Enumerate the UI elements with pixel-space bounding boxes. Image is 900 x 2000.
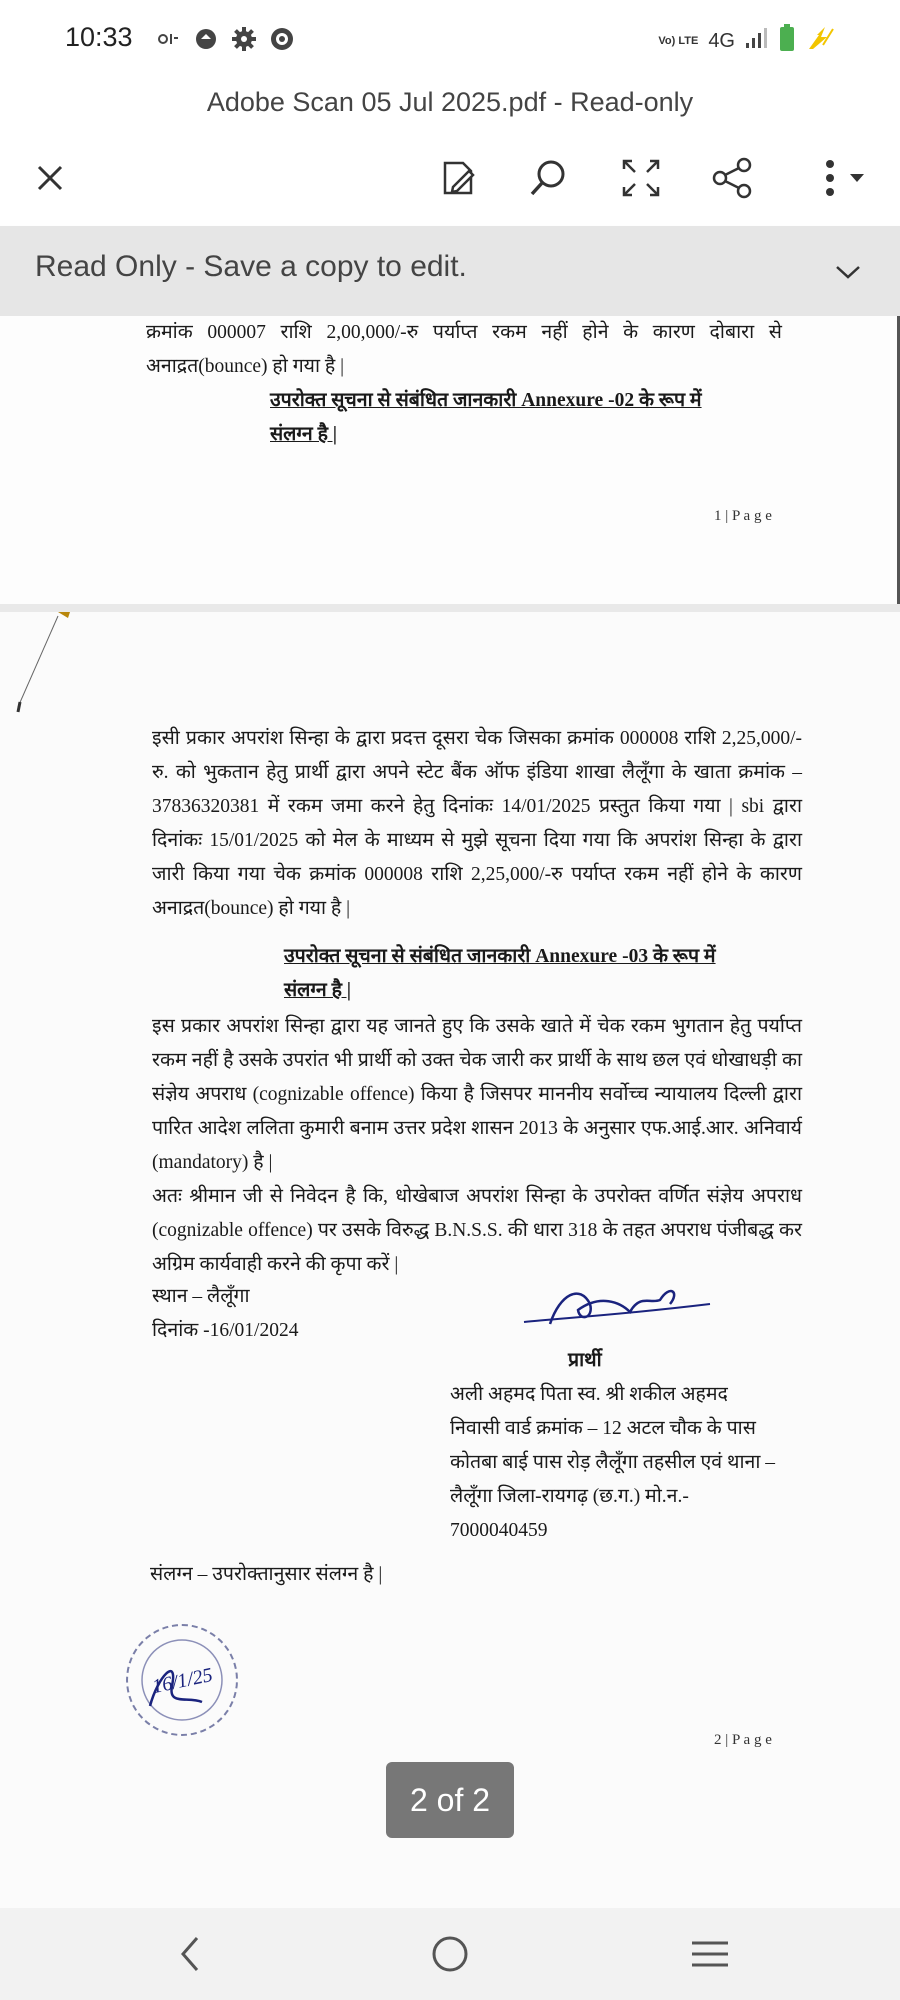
search-icon [527, 157, 569, 199]
charging-icon [805, 25, 835, 57]
applicant-signature [520, 1274, 720, 1334]
toolbar [0, 130, 900, 226]
edit-button[interactable] [430, 150, 486, 206]
address-line-3: कोतबा बाई पास रोड़ लैलूँगा तहसील एवं थाना – [450, 1452, 776, 1473]
close-icon [35, 163, 65, 193]
navigation-bar [0, 1908, 900, 2000]
document-viewer[interactable] [0, 316, 900, 1908]
place-line: स्थान – लैलूँगा [152, 1286, 250, 1307]
fullscreen-icon [620, 157, 662, 199]
sync-icon [193, 26, 219, 52]
more-icon [810, 156, 870, 200]
notification-icon [155, 26, 181, 52]
page1-number: 1 | P a g e [714, 508, 772, 524]
status-icons [155, 26, 295, 52]
applicant-label: प्रार्थी [568, 1350, 602, 1371]
title-bar [0, 80, 900, 124]
office-stamp [126, 1624, 238, 1736]
status-bar [0, 0, 900, 80]
recents-icon [690, 1937, 730, 1971]
signal-icon [745, 27, 769, 55]
pdf-page-1 [0, 316, 900, 604]
address-line-1: अली अहमद पिता स्व. श्री शकील अहमद [450, 1384, 728, 1405]
page2-annexure-line1: उपरोक्त सूचना से संबंधित जानकारी Annexure -03 के रूप में [284, 946, 716, 967]
page-indicator: 2 of 2 [386, 1762, 514, 1838]
home-icon [430, 1934, 470, 1974]
page2-number: 2 | P a g e [714, 1732, 772, 1748]
document-title: Adobe Scan 05 Jul 2025.pdf - Read-only [206, 87, 694, 117]
search-button[interactable] [520, 150, 576, 206]
enclosure-line: संलग्न – उपरोक्तानुसार संलग्न है | [150, 1564, 383, 1585]
chevron-down-icon [834, 262, 862, 282]
page2-paragraph-2: इस प्रकार अपरांश सिन्हा द्वारा यह जानते हुए कि उसके खाते में चेक रकम भुगतान हेतु पर्याप्त रकम नहीं है उसके उपरांत भी प्रार्थी को उक्त चेक जारी कर प्रार्थी के साथ छल एवं धोखाधड़ी का संज्ञेय अपराध (cognizable offence) किया है जिसपर माननीय सर्वोच्च न्यायालय दिल्ली द्वारा पारित आदेश ललिता कुमारी बनाम उत्तर प्रदेश शासन 2013 के अनुसार एफ.आई.आर. अनिवार्य (mandatory) है | [152, 1016, 802, 1173]
settings-icon [231, 26, 257, 52]
close-button[interactable] [22, 150, 78, 206]
page1-paragraph: क्रमांक 000007 राशि 2,00,000/-रु पर्याप्त रकम नहीं होने के कारण दोबारा से अनाद्रत(bounce) हो गया है | [146, 322, 782, 377]
page2-paragraph-3: अतः श्रीमान जी से निवेदन है कि, धोखेबाज अपरांश सिन्हा के उपरोक्त वर्णित संज्ञेय अपराध (cognizable offence) पर उसके विरुद्ध B.N.S.S. की धारा 318 के तहत अपराध पंजीबद्ध कर अग्रिम कार्यवाही करने की कृपा करें | [152, 1186, 802, 1275]
page1-annexure-line1: उपरोक्त सूचना से संबंधित जानकारी Annexure -02 के रूप में [270, 390, 702, 411]
status-time: 10:33 [65, 22, 133, 52]
battery-icon [779, 24, 795, 58]
home-button[interactable] [420, 1928, 480, 1980]
volte-label: Vo) LTE [658, 34, 699, 47]
address-line-5: 7000040459 [450, 1520, 548, 1541]
page2-annexure-line2: संलग्न है | [284, 980, 352, 1001]
page2-paragraph-1: इसी प्रकार अपरांश सिन्हा के द्वारा प्रदत्त दूसरा चेक जिसका क्रमांक 000008 राशि 2,25,000/- रु. को भुकतान हेतु प्रार्थी द्वारा अपने स्टेट बैंक ऑफ इंडिया शाखा लैलूँगा के खाता क्रमांक – 37836320381 में रकम जमा करने हेतु दिनांकः 14/01/2025 प्रस्तुत किया गया | sbi द्वारा दिनांकः 15/01/2025 को मेल के माध्यम से मुझे सूचना दिया गया कि अपरांश सिन्हा के द्वारा जारी किया गया चेक क्रमांक 000008 राशि 2,25,000/-रु पर्याप्त रकम नहीं होने के कारण अनाद्रत(bounce) हो गया है | [152, 728, 802, 919]
back-icon [175, 1934, 205, 1974]
vpn-icon [269, 26, 295, 52]
address-line-2: निवासी वार्ड क्रमांक – 12 अटल चौक के पास [450, 1418, 756, 1439]
banner-expand-button[interactable] [826, 250, 870, 294]
address-line-4: लैलूँगा जिला-रायगढ़ (छ.ग.) मो.न.- [450, 1486, 689, 1507]
network-type: 4G [708, 29, 735, 52]
read-only-banner[interactable] [0, 226, 900, 316]
edit-icon [437, 157, 479, 199]
back-button[interactable] [160, 1928, 220, 1980]
scan-edge-mark [0, 612, 70, 732]
share-button[interactable] [705, 150, 761, 206]
stamp-date: 16/1/25 [150, 1663, 215, 1699]
more-options-button[interactable] [808, 150, 872, 206]
page1-annexure-line2: संलग्न है | [270, 424, 338, 445]
banner-text: Read Only - Save a copy to edit. [35, 250, 467, 283]
recents-button[interactable] [680, 1928, 740, 1980]
fullscreen-button[interactable] [613, 150, 669, 206]
share-icon [711, 156, 755, 200]
status-right [658, 24, 835, 58]
pdf-page-2 [0, 612, 900, 1908]
date-line: दिनांक -16/01/2024 [152, 1320, 299, 1341]
